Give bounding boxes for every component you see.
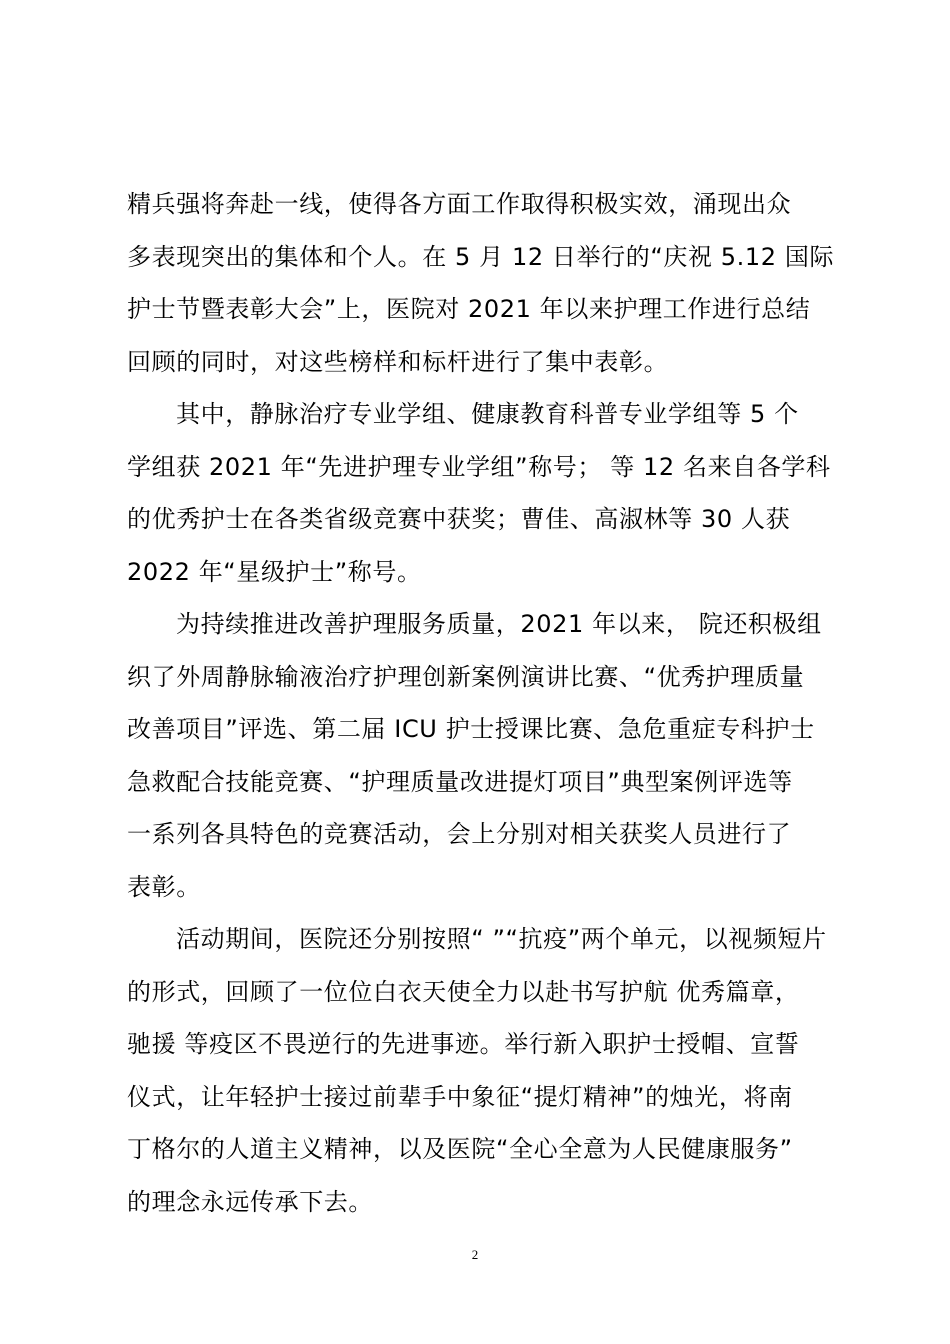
text-line: 精兵强将奔赴一线，使得各方面工作取得积极实效，涌现出众 <box>127 190 792 218</box>
text-line: 丁格尔的人道主义精神，以及医院“全心全意为人民健康服务” <box>127 1135 793 1163</box>
text-line: 驰援 等疫区不畏逆行的先进事迹。举行新入职护士授帽、宣誓 <box>127 1030 800 1058</box>
page-number: 2 <box>471 1247 479 1262</box>
text-line: 学组获 2021 年“先进护理专业学组”称号； 等 12 名来自各学科 <box>127 452 831 481</box>
text-line: 织了外周静脉输液治疗护理创新案例演讲比赛、“优秀护理质量 <box>127 662 805 691</box>
text-line: 表彰。 <box>127 872 201 901</box>
text-line: 的理念永远传承下去。 <box>127 1187 373 1216</box>
text-line: 急救配合技能竞赛、“护理质量改进提灯项目”典型案例评选等 <box>127 767 793 796</box>
text-line: 仪式，让年轻护士接过前辈手中象征“提灯精神”的烛光，将南 <box>127 1082 793 1111</box>
text-line: 一系列各具特色的竞赛活动，会上分别对相关获奖人员进行了 <box>127 820 792 848</box>
body-text <box>127 178 833 1228</box>
text-line: 回顾的同时，对这些榜样和标杆进行了集中表彰。 <box>127 347 669 376</box>
text-line: 的形式，回顾了一位位白衣天使全力以赴书写护航 优秀篇章， <box>127 977 800 1006</box>
text-line: 改善项目”评选、第二届 ICU 护士授课比赛、急危重症专科护士 <box>127 715 815 743</box>
text-line: 2022 年“星级护士”称号。 <box>127 557 422 586</box>
text-line: 活动期间，医院还分别按照“ ”“抗疫”两个单元，以视频短片 <box>176 925 827 953</box>
text-line: 的优秀护士在各类省级竞赛中获奖；曹佳、高淑林等 30 人获 <box>127 505 791 533</box>
text-line: 为持续推进改善护理服务质量，2021 年以来， 院还积极组 <box>176 610 822 638</box>
text-line: 护士节暨表彰大会”上，医院对 2021 年以来护理工作进行总结 <box>127 295 811 323</box>
text-line: 其中，静脉治疗专业学组、健康教育科普专业学组等 5 个 <box>176 400 799 428</box>
text-line: 多表现突出的集体和个人。在 5 月 12 日举行的“庆祝 5.12 国际 <box>127 242 835 271</box>
